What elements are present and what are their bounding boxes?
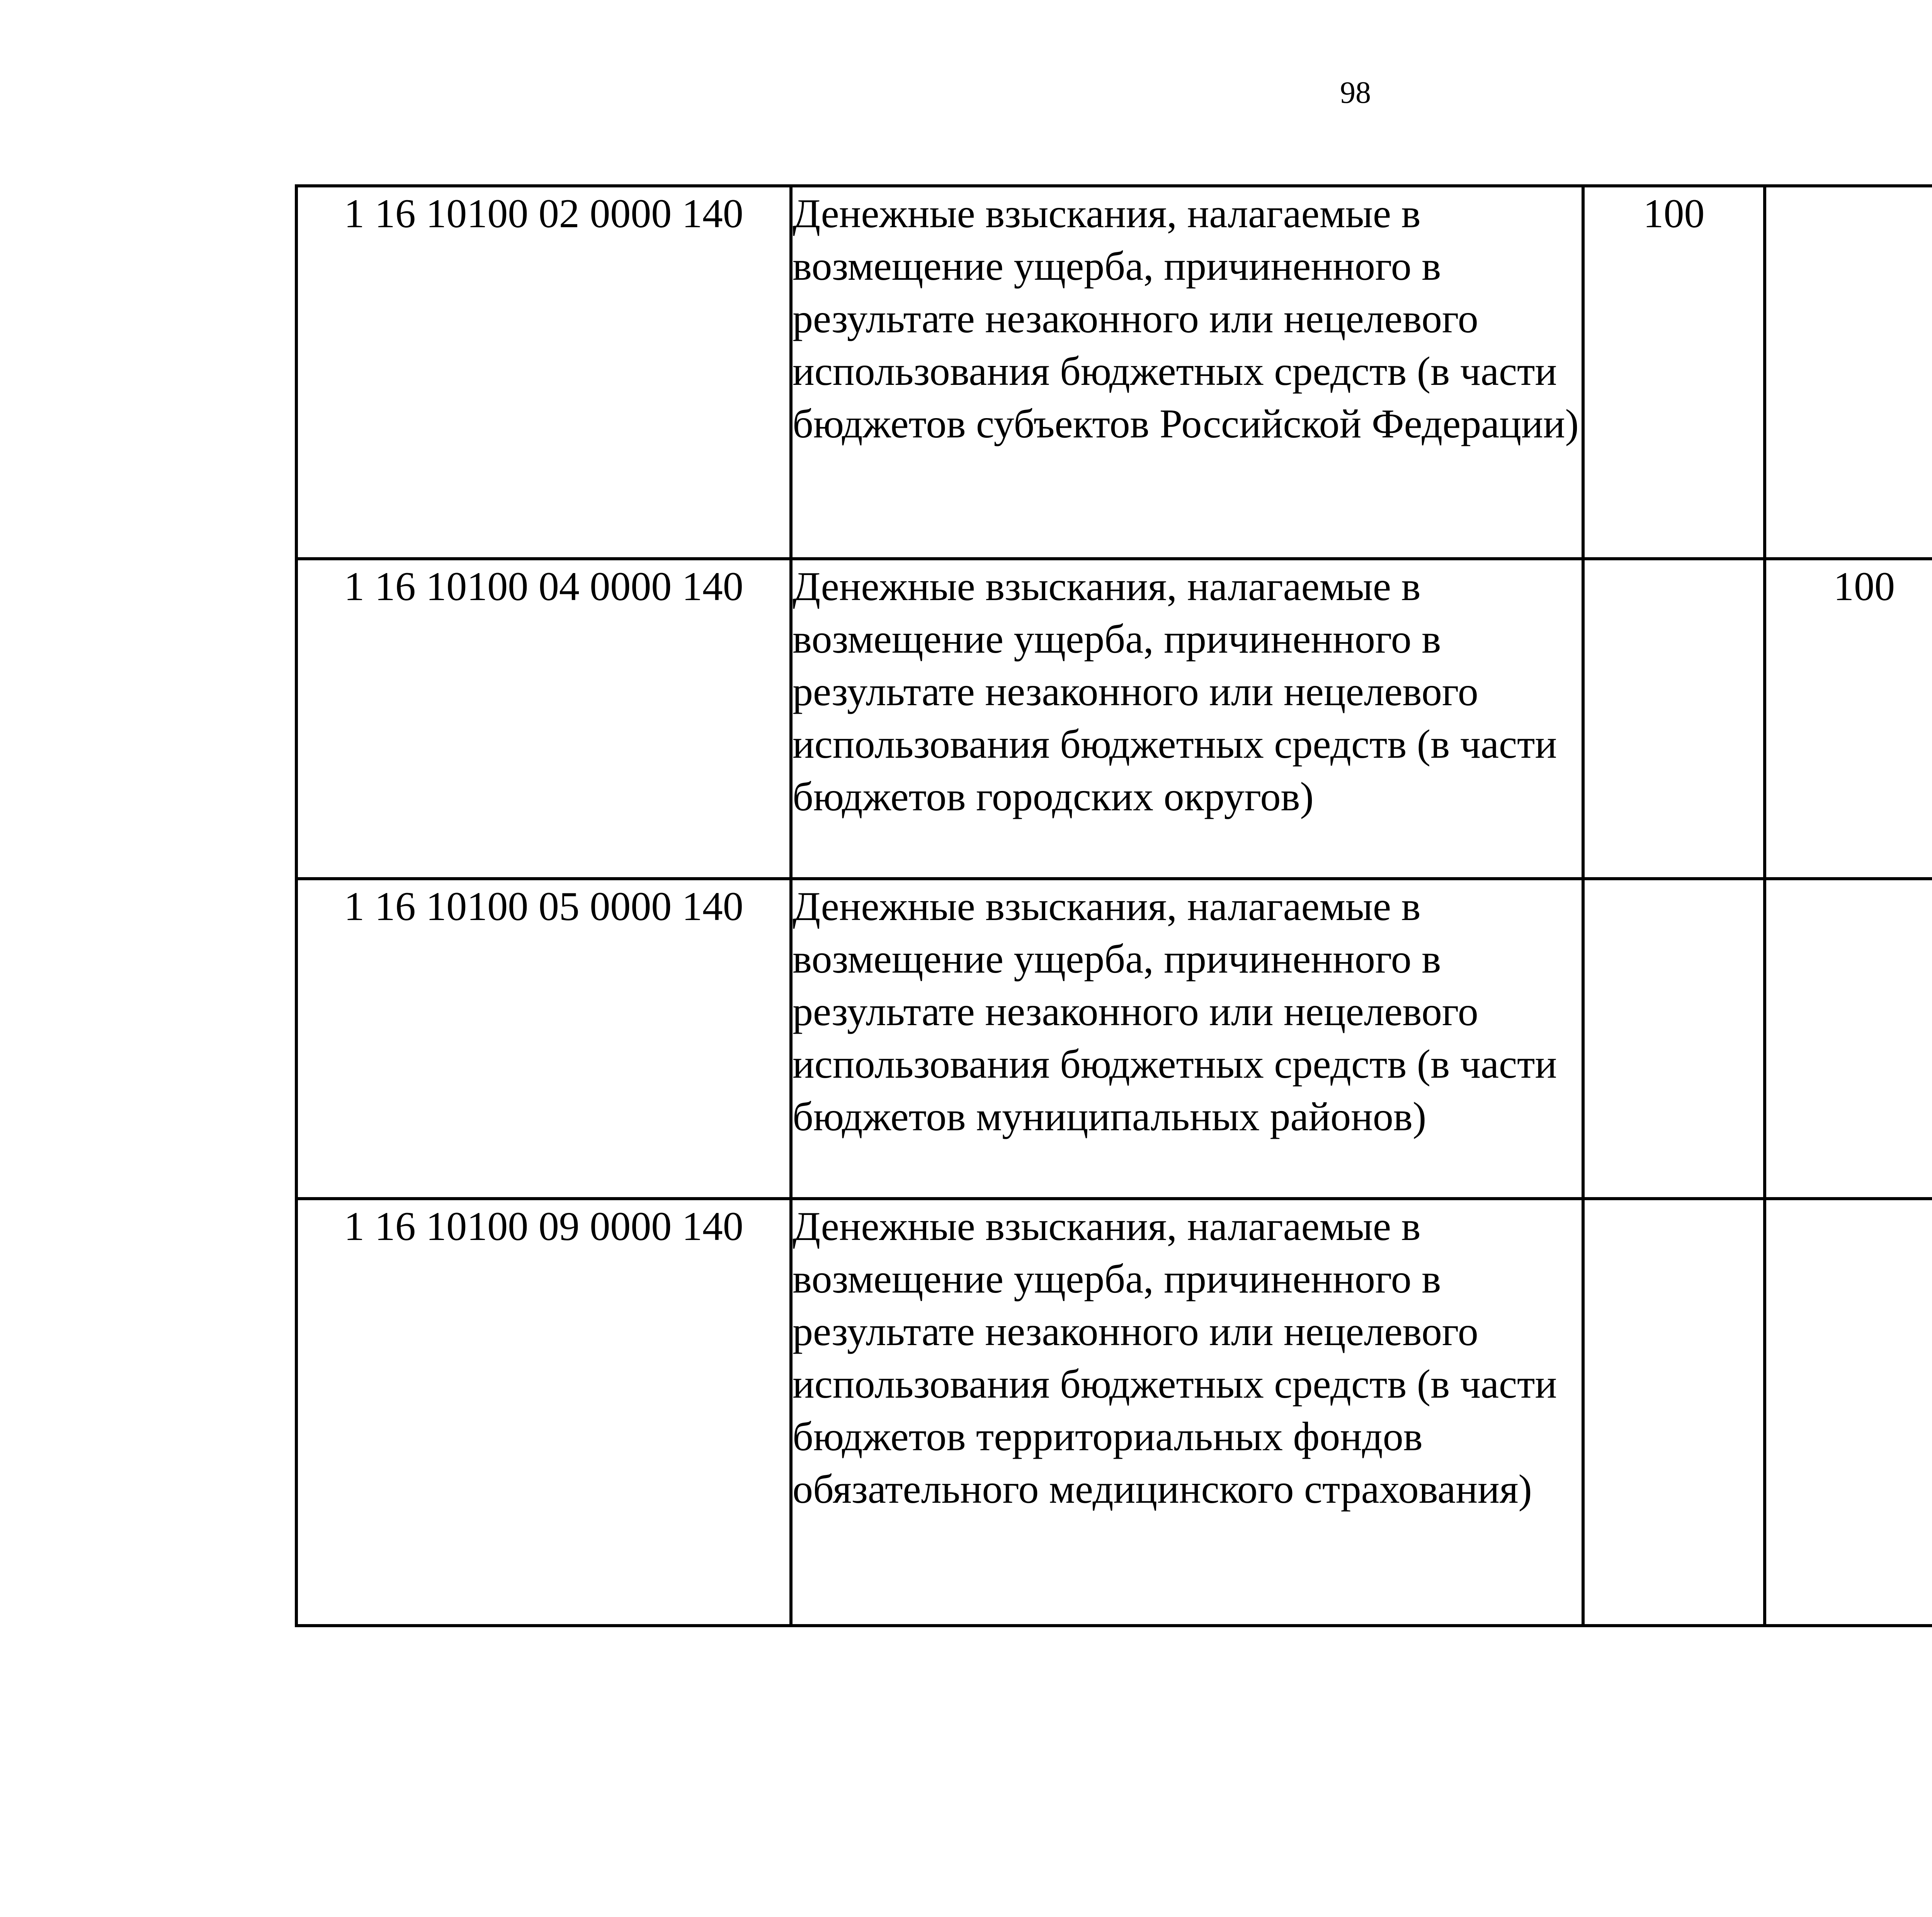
- value-cell: [1583, 559, 1765, 879]
- value-cell: [1765, 1199, 1932, 1626]
- page-number: 98: [1340, 76, 1371, 110]
- table-row: [296, 1199, 1932, 1626]
- revenue-code-cell: 1 16 10100 05 0000 140: [296, 879, 791, 1199]
- value-cell: [1583, 1199, 1765, 1626]
- revenue-code-cell: 1 16 10100 02 0000 140: [296, 186, 791, 559]
- revenue-code-cell: 1 16 10100 09 0000 140: [296, 1199, 791, 1626]
- table-row: [296, 879, 1932, 1199]
- revenue-code-cell: 1 16 10100 04 0000 140: [296, 559, 791, 879]
- revenue-description-cell: Денежные взыскания, налагаемые в возмещение ущерба, причиненного в результате незаконного или нецелевого использования бюджетных средств (в части бюджетов городских округов): [791, 559, 1583, 879]
- table-row: [296, 559, 1932, 879]
- value-cell: 100: [1765, 559, 1932, 879]
- value-cell: [1765, 186, 1932, 559]
- table-row: [296, 186, 1932, 559]
- value-cell: 100: [1583, 186, 1765, 559]
- revenue-description-cell: Денежные взыскания, налагаемые в возмещение ущерба, причиненного в результате незаконного или нецелевого использования бюджетных средств (в части бюджетов субъектов Российской Федерации): [791, 186, 1583, 559]
- revenue-description-cell: Денежные взыскания, налагаемые в возмещение ущерба, причиненного в результате незаконного или нецелевого использования бюджетных средств (в части бюджетов территориальных фондов обязательного медицинского страхования): [791, 1199, 1583, 1626]
- budget-revenue-table: [295, 184, 1932, 1627]
- value-cell: [1583, 879, 1765, 1199]
- value-cell: [1765, 879, 1932, 1199]
- revenue-description-cell: Денежные взыскания, налагаемые в возмещение ущерба, причиненного в результате незаконного или нецелевого использования бюджетных средств (в части бюджетов муниципальных районов): [791, 879, 1583, 1199]
